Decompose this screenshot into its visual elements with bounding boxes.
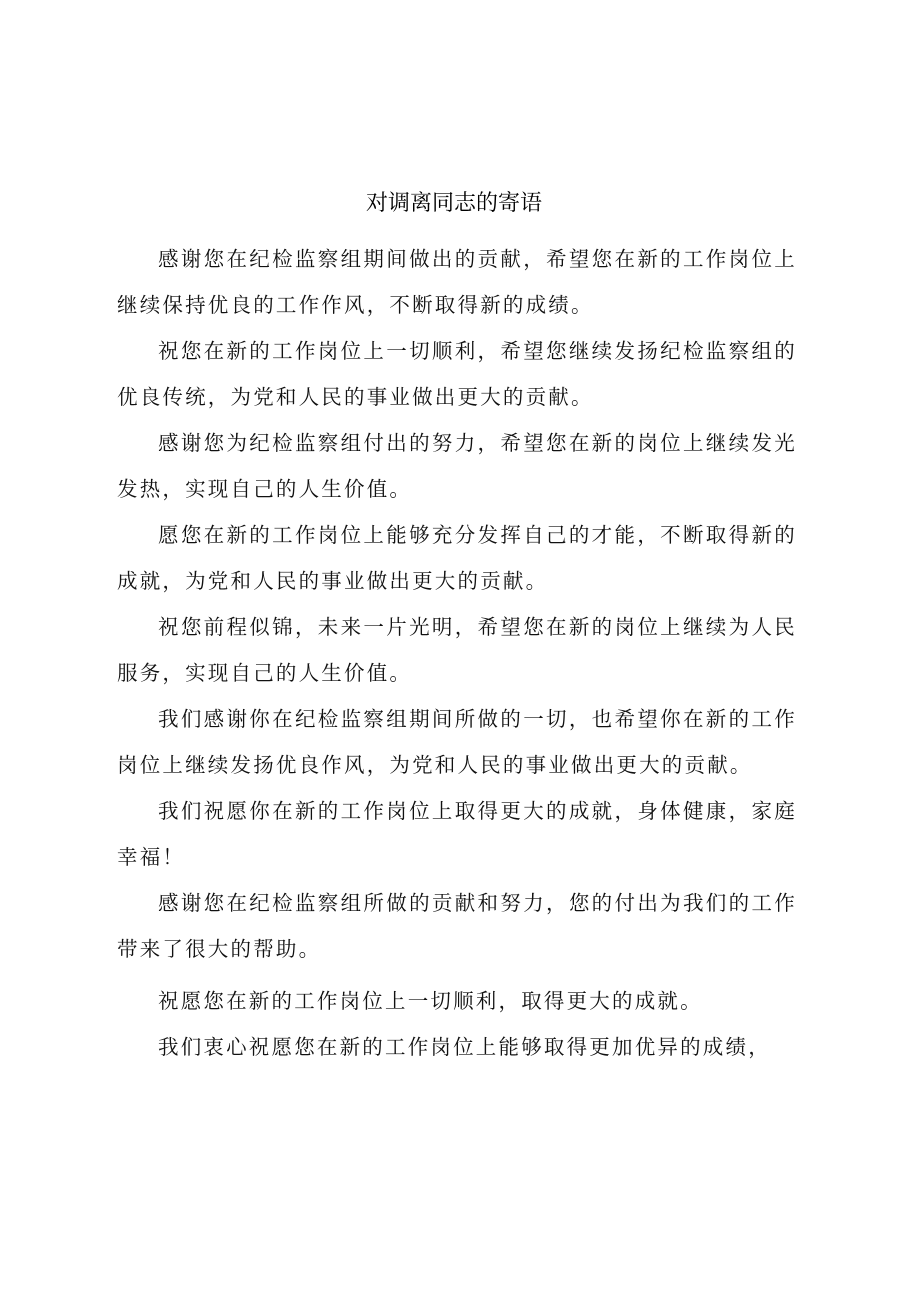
paragraph-5: 祝您前程似锦，未来一片光明，希望您在新的岗位上继续为人民服务，实现自己的人生价值。	[117, 615, 797, 685]
paragraph-6: 我们感谢你在纪检监察组期间所做的一切，也希望你在新的工作岗位上继续发扬优良作风，为党和人民的事业做出更大的贡献。	[117, 707, 797, 777]
paragraph-8: 感谢您在纪检监察组所做的贡献和努力，您的付出为我们的工作带来了很大的帮助。	[117, 891, 797, 961]
document-body	[117, 236, 797, 1070]
paragraph-9: 祝愿您在新的工作岗位上一切顺利，取得更大的成就。	[158, 989, 703, 1013]
paragraph-1: 感谢您在纪检监察组期间做出的贡献，希望您在新的工作岗位上继续保持优良的工作作风，不断取得新的成绩。	[117, 247, 797, 317]
paragraph-3: 感谢您为纪检监察组付出的努力，希望您在新的岗位上继续发光发热，实现自己的人生价值。	[117, 431, 797, 501]
paragraph-4: 愿您在新的工作岗位上能够充分发挥自己的才能，不断取得新的成就，为党和人民的事业做出更大的贡献。	[117, 523, 797, 593]
document-title: 对调离同志的寄语	[365, 191, 542, 216]
paragraph-7: 我们祝愿你在新的工作岗位上取得更大的成就，身体健康，家庭幸福！	[117, 799, 797, 869]
paragraph-2: 祝您在新的工作岗位上一切顺利，希望您继续发扬纪检监察组的优良传统，为党和人民的事业做出更大的贡献。	[117, 339, 797, 409]
paragraph-10: 我们衷心祝愿您在新的工作岗位上能够取得更加优异的成绩，	[158, 1035, 771, 1059]
